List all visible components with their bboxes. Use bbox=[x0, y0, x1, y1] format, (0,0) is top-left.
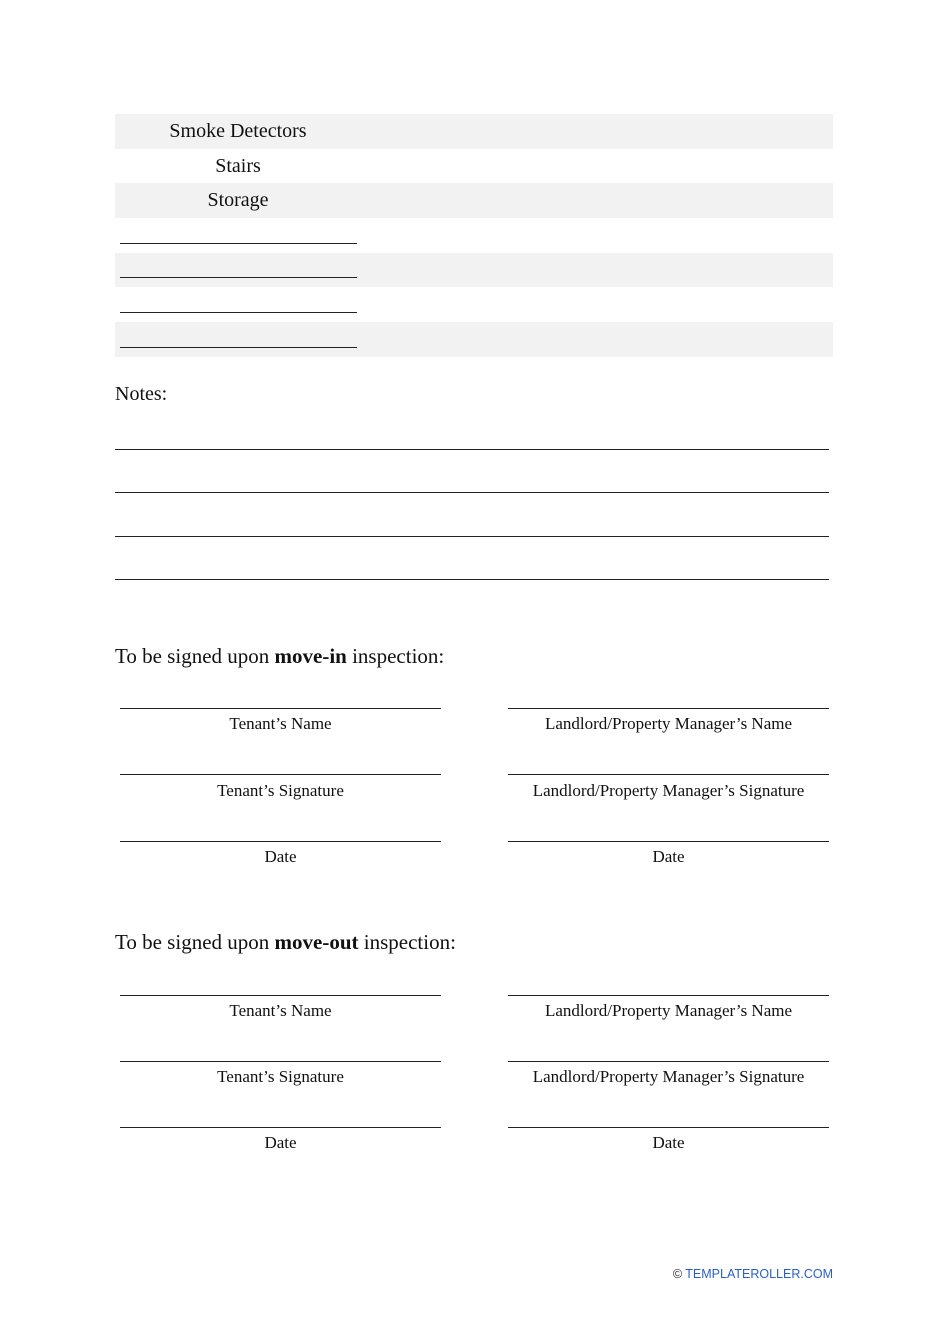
move-in-tenant-signature-caption: Tenant’s Signature bbox=[217, 781, 344, 800]
move-out-landlord-name-line[interactable] bbox=[508, 995, 829, 996]
notes-line[interactable] bbox=[115, 536, 829, 537]
footer-credit bbox=[673, 1267, 833, 1281]
heading-bold: move-out bbox=[274, 930, 359, 954]
table-row bbox=[115, 253, 833, 288]
move-out-landlord-date-caption: Date bbox=[652, 1133, 685, 1152]
notes-line[interactable] bbox=[115, 449, 829, 450]
room-label: Storage bbox=[207, 189, 269, 212]
table-row bbox=[115, 149, 833, 184]
room-blank-line[interactable] bbox=[120, 243, 357, 244]
room-blank-line[interactable] bbox=[120, 277, 357, 278]
room-checklist-table bbox=[115, 114, 833, 357]
move-out-landlord-signature-line[interactable] bbox=[508, 1061, 829, 1062]
move-out-landlord-signature-caption: Landlord/Property Manager’s Signature bbox=[532, 1067, 805, 1086]
move-in-landlord-date-caption: Date bbox=[652, 847, 685, 866]
table-row bbox=[115, 183, 833, 218]
move-in-tenant-date-line[interactable] bbox=[120, 841, 441, 842]
notes-label: Notes: bbox=[115, 383, 168, 405]
brand-link[interactable]: TEMPLATEROLLER.COM bbox=[685, 1267, 833, 1281]
move-out-tenant-date-caption: Date bbox=[264, 1133, 297, 1152]
table-row bbox=[115, 287, 833, 322]
room-blank-line[interactable] bbox=[120, 347, 357, 348]
heading-suffix: inspection: bbox=[358, 930, 456, 954]
notes-line[interactable] bbox=[115, 492, 829, 493]
move-in-tenant-date-caption: Date bbox=[264, 847, 297, 866]
move-out-landlord-name-caption: Landlord/Property Manager’s Name bbox=[544, 1001, 793, 1020]
move-out-tenant-name-line[interactable] bbox=[120, 995, 441, 996]
move-out-tenant-date-line[interactable] bbox=[120, 1127, 441, 1128]
heading-bold: move-in bbox=[274, 644, 347, 668]
move-out-landlord-date-line[interactable] bbox=[508, 1127, 829, 1128]
move-out-heading bbox=[115, 930, 456, 955]
heading-prefix: To be signed upon bbox=[115, 644, 275, 668]
heading-suffix: inspection: bbox=[346, 644, 445, 668]
room-label: Smoke Detectors bbox=[169, 120, 307, 142]
room-blank-line[interactable] bbox=[120, 312, 357, 313]
move-in-landlord-name-caption: Landlord/Property Manager’s Name bbox=[544, 714, 793, 733]
table-row bbox=[115, 218, 833, 253]
copyright-symbol: © bbox=[672, 1267, 686, 1281]
move-in-tenant-name-caption: Tenant’s Name bbox=[229, 714, 332, 733]
move-in-tenant-name-line[interactable] bbox=[120, 708, 441, 709]
move-in-landlord-date-line[interactable] bbox=[508, 841, 829, 842]
table-row bbox=[115, 322, 833, 357]
move-in-landlord-name-line[interactable] bbox=[508, 708, 829, 709]
move-out-tenant-signature-caption: Tenant’s Signature bbox=[217, 1067, 344, 1086]
table-row bbox=[115, 114, 833, 149]
heading-prefix: To be signed upon bbox=[115, 930, 275, 954]
move-in-landlord-signature-line[interactable] bbox=[508, 774, 829, 775]
move-out-tenant-signature-line[interactable] bbox=[120, 1061, 441, 1062]
notes-line[interactable] bbox=[115, 579, 829, 580]
room-label: Stairs bbox=[215, 154, 261, 177]
move-in-tenant-signature-line[interactable] bbox=[120, 774, 441, 775]
move-out-tenant-name-caption: Tenant’s Name bbox=[229, 1001, 332, 1020]
move-in-landlord-signature-caption: Landlord/Property Manager’s Signature bbox=[532, 781, 805, 800]
move-in-heading bbox=[115, 644, 444, 669]
